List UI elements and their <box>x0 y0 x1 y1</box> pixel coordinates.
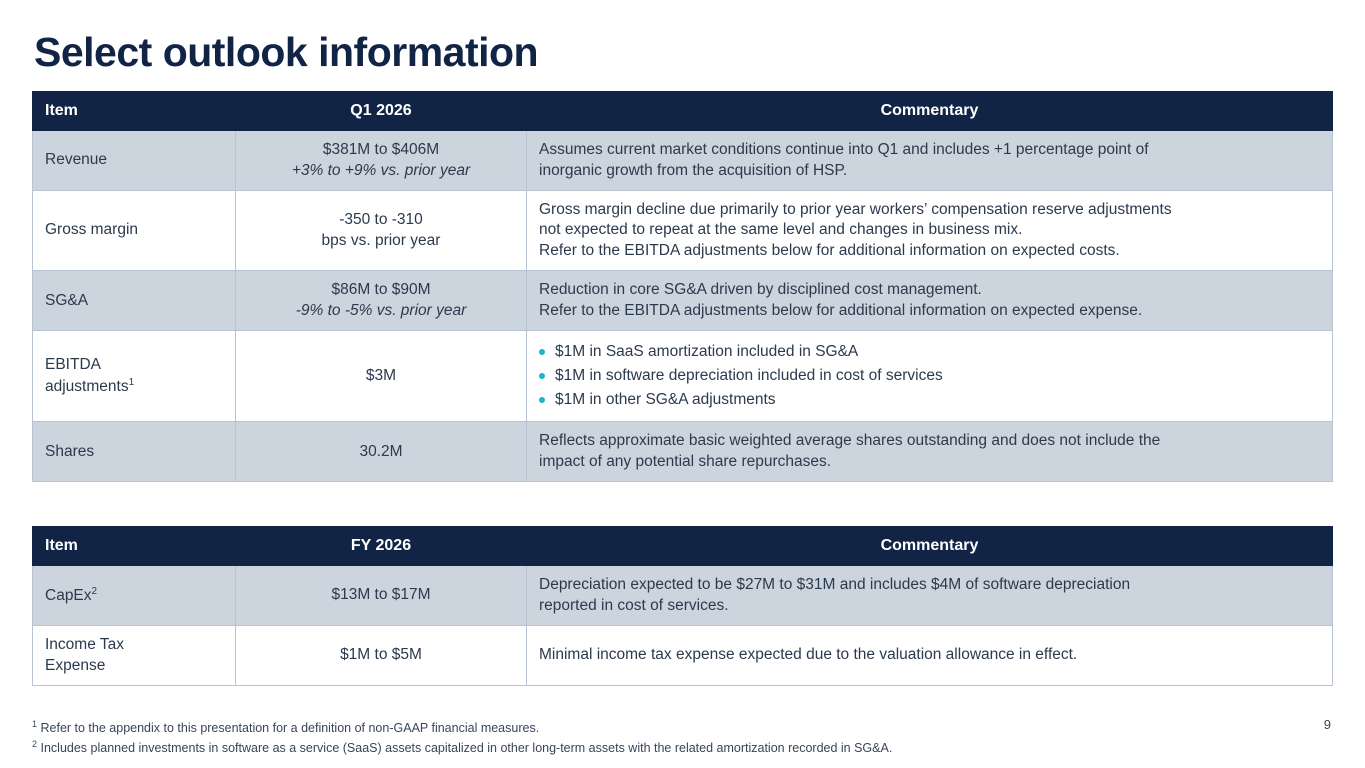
item-line-text: adjustments <box>45 377 129 395</box>
column-header-commentary: Commentary <box>527 527 1333 566</box>
row-commentary-ebitda-adjustments <box>527 331 1333 422</box>
row-item-ebitda-adjustments <box>33 331 236 422</box>
row-value-capex: $13M to $17M <box>236 566 527 626</box>
commentary-line: inorganic growth from the acquisition of HSP. <box>539 161 848 179</box>
table-row <box>33 191 1333 271</box>
commentary-line: Reflects approximate basic weighted average shares outstanding and does not include the <box>539 432 1161 450</box>
value-main: -350 to -310 <box>339 211 423 229</box>
value-main: $86M to $90M <box>331 281 431 299</box>
commentary-line: not expected to repeat at the same level and changes in business mix. <box>539 221 1023 239</box>
commentary-line: Refer to the EBITDA adjustments below for additional information on expected costs. <box>539 241 1120 259</box>
row-commentary-sga <box>527 271 1333 331</box>
table-header-row <box>33 527 1333 566</box>
row-value-gross-margin <box>236 191 527 271</box>
row-item-gross-margin: Gross margin <box>33 191 236 271</box>
footnote-text: Refer to the appendix to this presentation for a definition of non-GAAP financial measures. <box>40 721 540 736</box>
footnote-marker: 1 <box>32 719 38 730</box>
column-header-item: Item <box>33 527 236 566</box>
table-spacer <box>32 482 1333 526</box>
item-line <box>45 376 223 398</box>
footnote-marker: 1 <box>128 376 135 388</box>
item-line: Expense <box>45 656 106 674</box>
footnote-marker: 2 <box>91 585 98 597</box>
column-header-q1-2026: Q1 2026 <box>236 92 527 131</box>
value-sub: -9% to -5% vs. prior year <box>295 301 467 319</box>
column-header-commentary: Commentary <box>527 92 1333 131</box>
row-value-sga <box>236 271 527 331</box>
row-value-income-tax-expense: $1M to $5M <box>236 626 527 686</box>
footnote-1 <box>32 718 1262 738</box>
fy-outlook-table <box>32 526 1333 686</box>
value-sub: bps vs. prior year <box>321 231 441 249</box>
footnote-text: Includes planned investments in software as a service (SaaS) assets capitalized in other long-term assets with the related amortization recorded in SG&A. <box>40 741 893 756</box>
commentary-line: Refer to the EBITDA adjustments below for additional information on expected expense. <box>539 301 1143 319</box>
item-line: EBITDA <box>45 356 101 374</box>
item-line-text: CapEx <box>45 587 92 605</box>
footnote-2 <box>32 738 1262 758</box>
row-commentary-income-tax-expense: Minimal income tax expense expected due to the valuation allowance in effect. <box>527 626 1333 686</box>
row-item-capex <box>33 566 236 626</box>
value-main: $381M to $406M <box>322 141 440 159</box>
row-value-revenue <box>236 131 527 191</box>
commentary-line: Depreciation expected to be $27M to $31M and includes $4M of software depreciation <box>539 576 1131 594</box>
page-number: 9 <box>1323 717 1331 732</box>
commentary-line: impact of any potential share repurchases. <box>539 452 832 470</box>
row-value-ebitda-adjustments: $3M <box>236 331 527 422</box>
row-commentary-capex <box>527 566 1333 626</box>
column-header-item: Item <box>33 92 236 131</box>
list-item: $1M in software depreciation included in cost of services <box>539 364 1320 388</box>
table-header-row <box>33 92 1333 131</box>
q1-outlook-table <box>32 91 1333 482</box>
page-title: Select outlook information <box>34 29 539 75</box>
row-item-revenue: Revenue <box>33 131 236 191</box>
table-row <box>33 566 1333 626</box>
bullet-list <box>539 340 1320 412</box>
column-header-fy-2026: FY 2026 <box>236 527 527 566</box>
footnotes <box>32 718 1262 758</box>
commentary-line: Assumes current market conditions continue into Q1 and includes +1 percentage point of <box>539 141 1149 159</box>
row-commentary-revenue <box>527 131 1333 191</box>
footnote-marker: 2 <box>32 739 38 750</box>
table-row <box>33 331 1333 422</box>
row-item-sga: SG&A <box>33 271 236 331</box>
value-sub: +3% to +9% vs. prior year <box>291 161 471 179</box>
row-commentary-gross-margin <box>527 191 1333 271</box>
commentary-line: Gross margin decline due primarily to prior year workers’ compensation reserve adjustments <box>539 201 1172 218</box>
row-commentary-shares <box>527 422 1333 482</box>
row-value-shares: 30.2M <box>236 422 527 482</box>
row-item-shares: Shares <box>33 422 236 482</box>
list-item: $1M in other SG&A adjustments <box>539 388 1320 412</box>
item-line: Income Tax <box>45 636 124 654</box>
table-row <box>33 422 1333 482</box>
commentary-line: reported in cost of services. <box>539 596 729 614</box>
table-row <box>33 131 1333 191</box>
list-item: $1M in SaaS amortization included in SG&A <box>539 340 1320 364</box>
table-row <box>33 626 1333 686</box>
commentary-line: Reduction in core SG&A driven by disciplined cost management. <box>539 281 982 299</box>
table-row <box>33 271 1333 331</box>
row-item-income-tax-expense <box>33 626 236 686</box>
